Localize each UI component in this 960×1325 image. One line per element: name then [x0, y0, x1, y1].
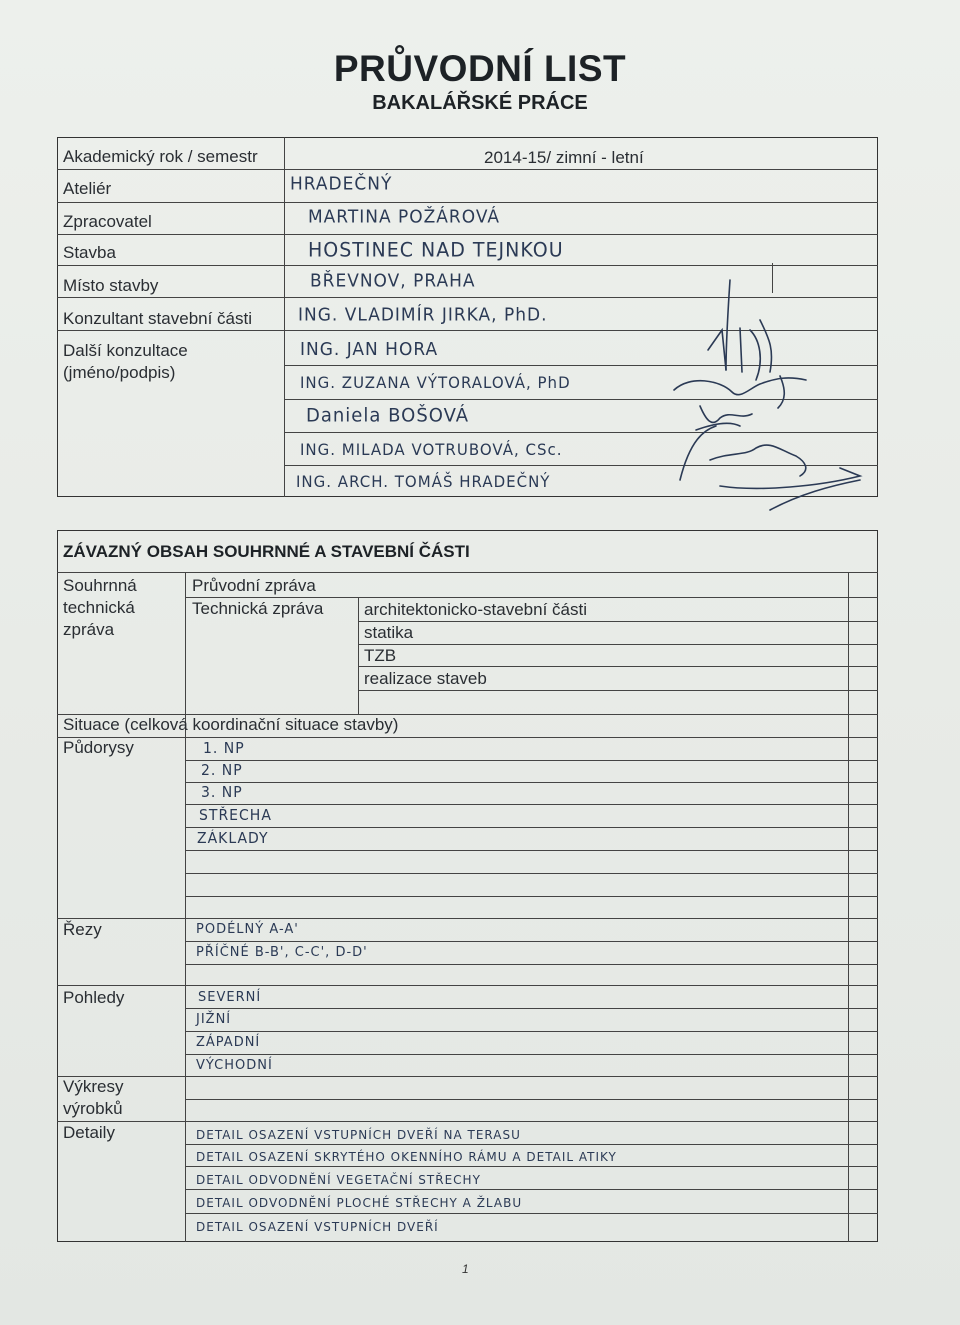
value-academic-year: 2014-15/ zimní - letní: [484, 148, 644, 167]
pohled-3: ZÁPADNÍ: [196, 1034, 261, 1051]
label-misto-stavby: Místo stavby: [63, 276, 159, 295]
signatures-scribble: [660, 280, 880, 520]
label-academic-year: Akademický rok / semestr: [63, 147, 258, 166]
detail-2: DETAIL OSAZENÍ SKRYTÉHO OKENNÍHO RÁMU A DETAIL ATIKY: [196, 1149, 617, 1165]
document-title: PRŮVODNÍ LIST: [333, 48, 627, 89]
value-stavba: HOSTINEC NAD TEJNKOU: [308, 238, 564, 262]
rez-1: PODÉLNÝ A-A': [196, 921, 299, 938]
label-pruvodni-zprava: Průvodní zpráva: [192, 576, 316, 595]
label-detaily: Detaily: [63, 1123, 115, 1142]
pudorys-5: ZÁKLADY: [197, 830, 269, 848]
document-subtitle: BAKALÁŘSKÉ PRÁCE: [372, 92, 588, 114]
label-vykresy-1: Výkresy: [63, 1077, 124, 1096]
page-number: 1: [462, 1262, 469, 1276]
label-rezy: Řezy: [63, 920, 102, 939]
label-technicka-zprava: Technická zpráva: [192, 599, 324, 618]
value-konzultant: ING. VLADIMÍR JIRKA, PhD.: [298, 304, 548, 326]
label-atelier: Ateliér: [63, 179, 112, 198]
content-heading: ZÁVAZNÝ OBSAH SOUHRNNÉ A STAVEBNÍ ČÁSTI: [63, 542, 470, 561]
value-misto-stavby: BŘEVNOV, PRAHA: [310, 270, 476, 292]
detail-4: DETAIL ODVODNĚNÍ PLOCHÉ STŘECHY A ŽLABU: [196, 1195, 523, 1211]
detail-1: DETAIL OSAZENÍ VSTUPNÍCH DVEŘÍ NA TERASU: [196, 1127, 521, 1143]
pohled-2: JIŽNÍ: [196, 1011, 232, 1028]
consultant-4: ING. MILADA VOTRUBOVÁ, CSc.: [300, 440, 563, 460]
pudorys-1: 1. NP: [203, 740, 245, 758]
tech-part-1: architektonicko-stavební části: [364, 600, 587, 619]
pudorys-2: 2. NP: [201, 762, 243, 780]
label-konzultant: Konzultant stavební části: [63, 309, 253, 328]
tech-part-2: statika: [364, 623, 414, 642]
label-situace: Situace (celková koordinační situace stavby): [63, 715, 399, 734]
label-pohledy: Pohledy: [63, 988, 125, 1007]
pudorys-3: 3. NP: [201, 784, 243, 802]
label-dalsi-konzultace: Další konzultace: [63, 341, 188, 360]
consultant-5: ING. ARCH. TOMÁŠ HRADEČNÝ: [296, 472, 551, 492]
value-atelier: HRADEČNÝ: [290, 173, 393, 195]
detail-3: DETAIL ODVODNĚNÍ VEGETAČNÍ STŘECHY: [196, 1172, 481, 1188]
tech-part-4: realizace staveb: [364, 669, 487, 688]
tech-part-3: TZB: [364, 646, 397, 665]
detail-5: DETAIL OSAZENÍ VSTUPNÍCH DVEŘÍ: [196, 1219, 439, 1235]
label-pudorysy: Půdorysy: [63, 738, 134, 757]
pudorys-4: STŘECHA: [199, 807, 272, 825]
consultant-1: ING. JAN HORA: [300, 339, 439, 361]
label-souhrnna-3: zpráva: [63, 620, 115, 639]
value-zpracovatel: MARTINA POŽÁROVÁ: [308, 206, 500, 228]
rez-2: PŘÍČNÉ B-B', C-C', D-D': [196, 944, 368, 961]
pohled-1: SEVERNÍ: [198, 989, 262, 1006]
consultant-2: ING. ZUZANA VÝTORALOVÁ, PhD: [300, 373, 571, 393]
label-stavba: Stavba: [63, 243, 116, 262]
label-souhrnna-2: technická: [63, 598, 135, 617]
label-jmeno-podpis: (jméno/podpis): [63, 363, 176, 382]
label-zpracovatel: Zpracovatel: [63, 212, 152, 231]
label-vykresy-2: výrobků: [63, 1099, 123, 1118]
label-souhrnna-1: Souhrnná: [63, 576, 137, 595]
consultant-3: Daniela BOŠOVÁ: [306, 404, 470, 427]
pohled-4: VÝCHODNÍ: [196, 1057, 273, 1074]
